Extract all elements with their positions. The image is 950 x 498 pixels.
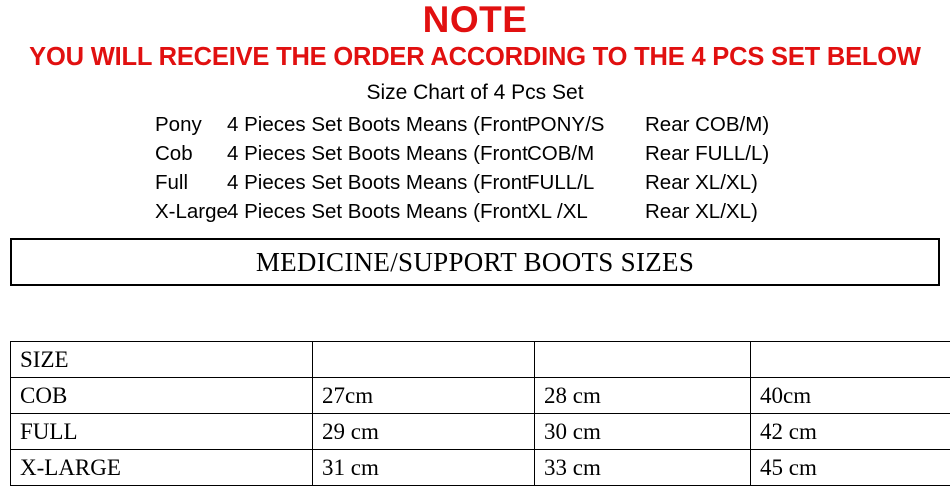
size-table — [10, 341, 950, 486]
set-row-rear: Rear XL/XL) — [645, 200, 758, 223]
table-cell-col3 — [751, 342, 950, 378]
table-cell-col2: 28 cm — [535, 378, 751, 414]
set-row-front: PONY/S — [527, 113, 605, 136]
set-row-text: 4 Pieces Set Boots Means (Front — [227, 113, 528, 136]
table-cell-col3: 42 cm — [751, 414, 950, 450]
set-chart-rows — [155, 110, 795, 226]
table-row — [11, 378, 950, 414]
note-title: NOTE — [422, 0, 528, 40]
set-row-rear: Rear XL/XL) — [645, 171, 758, 194]
boots-sizes-banner-label: MEDICINE/SUPPORT BOOTS SIZES — [255, 246, 695, 277]
table-cell-col3: 45 cm — [751, 450, 950, 486]
table-cell-col2: 33 cm — [535, 450, 751, 486]
set-row-size: Cob — [155, 142, 193, 165]
table-cell-col1: 27cm — [313, 378, 535, 414]
set-row-size: Pony — [155, 113, 202, 136]
table-cell-col1: 31 cm — [313, 450, 535, 486]
set-row-front: FULL/L — [527, 171, 595, 194]
table-cell-col1 — [313, 342, 535, 378]
table-cell-size: X-LARGE — [11, 450, 313, 486]
set-chart-title: Size Chart of 4 Pcs Set — [366, 81, 584, 104]
table-cell-col2: 30 cm — [535, 414, 751, 450]
set-row-text: 4 Pieces Set Boots Means (Front — [227, 142, 528, 165]
set-chart-row — [155, 168, 795, 197]
set-chart-row — [155, 139, 795, 168]
set-chart-row — [155, 110, 795, 139]
table-cell-size: SIZE — [11, 342, 313, 378]
table-cell-col2 — [535, 342, 751, 378]
set-row-rear: Rear FULL/L) — [645, 142, 770, 165]
table-row — [11, 342, 950, 378]
set-row-front: COB/M — [527, 142, 595, 165]
table-cell-col3: 40cm — [751, 378, 950, 414]
set-row-text: 4 Pieces Set Boots Means (Front — [227, 171, 528, 194]
table-cell-size: COB — [11, 378, 313, 414]
table-row — [11, 450, 950, 486]
set-row-size: Full — [155, 171, 189, 194]
set-row-front: XL /XL — [527, 200, 588, 223]
table-cell-size: FULL — [11, 414, 313, 450]
set-row-size: X-Large — [155, 200, 228, 223]
set-chart-row — [155, 197, 795, 226]
note-subtitle: YOU WILL RECEIVE THE ORDER ACCORDING TO THE 4 PCS SET BELOW — [29, 43, 921, 71]
set-row-text: 4 Pieces Set Boots Means (Front — [227, 200, 528, 223]
table-cell-col1: 29 cm — [313, 414, 535, 450]
table-row — [11, 414, 950, 450]
set-row-rear: Rear COB/M) — [645, 113, 770, 136]
boots-sizes-banner — [10, 238, 940, 286]
